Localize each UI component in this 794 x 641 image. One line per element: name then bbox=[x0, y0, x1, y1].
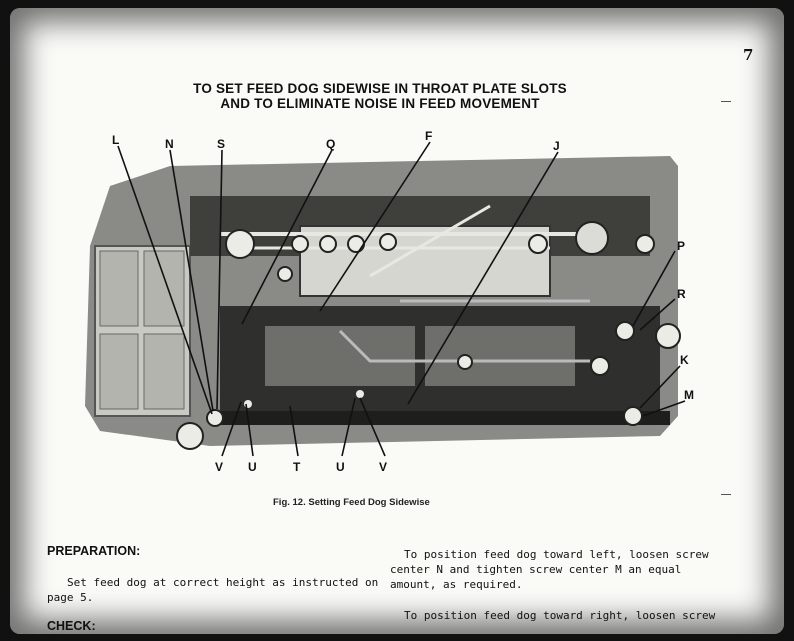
feed-dog-figure bbox=[70, 126, 700, 486]
right-p1-line-2: center N and tighten screw center M an equal bbox=[390, 563, 682, 576]
title-line-2: AND TO ELIMINATE NOISE IN FEED MOVEMENT bbox=[220, 96, 540, 111]
label-R: R bbox=[677, 287, 686, 301]
preparation-heading: PREPARATION: bbox=[47, 544, 141, 558]
right-paragraph-2 bbox=[390, 608, 720, 623]
label-J: J bbox=[553, 139, 560, 153]
page-title bbox=[150, 81, 610, 111]
margin-mark bbox=[721, 494, 731, 495]
label-M: M bbox=[684, 388, 694, 402]
label-N: N bbox=[165, 137, 174, 151]
right-p1-line-3: amount, as required. bbox=[390, 578, 523, 591]
label-U: U bbox=[336, 460, 345, 474]
right-paragraph-1 bbox=[390, 547, 720, 592]
figure-caption: Fig. 12. Setting Feed Dog Sidewise bbox=[273, 497, 430, 508]
label-V: V bbox=[379, 460, 388, 474]
machine-body bbox=[85, 156, 680, 449]
title-line-1: TO SET FEED DOG SIDEWISE IN THROAT PLATE SLOTS bbox=[193, 81, 567, 96]
label-K: K bbox=[680, 353, 689, 367]
label-P: P bbox=[677, 239, 686, 253]
label-T: T bbox=[293, 460, 301, 474]
preparation-text bbox=[47, 575, 379, 605]
preparation-line-2: page 5. bbox=[47, 591, 94, 604]
label-V: V bbox=[215, 460, 224, 474]
page-number: 7 bbox=[743, 46, 754, 64]
label-S: S bbox=[217, 137, 226, 151]
preparation-line-1: Set feed dog at correct height as instructed on bbox=[67, 576, 379, 589]
label-U: U bbox=[248, 460, 257, 474]
label-L: L bbox=[112, 133, 120, 147]
label-Q: Q bbox=[326, 137, 336, 151]
label-F: F bbox=[425, 129, 433, 143]
check-heading: CHECK: bbox=[47, 619, 96, 633]
margin-mark bbox=[721, 101, 731, 102]
right-p2-line-1: To position feed dog toward right, loosen screw bbox=[404, 609, 716, 622]
right-p1-line-1: To position feed dog toward left, loosen screw bbox=[404, 548, 709, 561]
manual-page bbox=[10, 8, 784, 634]
